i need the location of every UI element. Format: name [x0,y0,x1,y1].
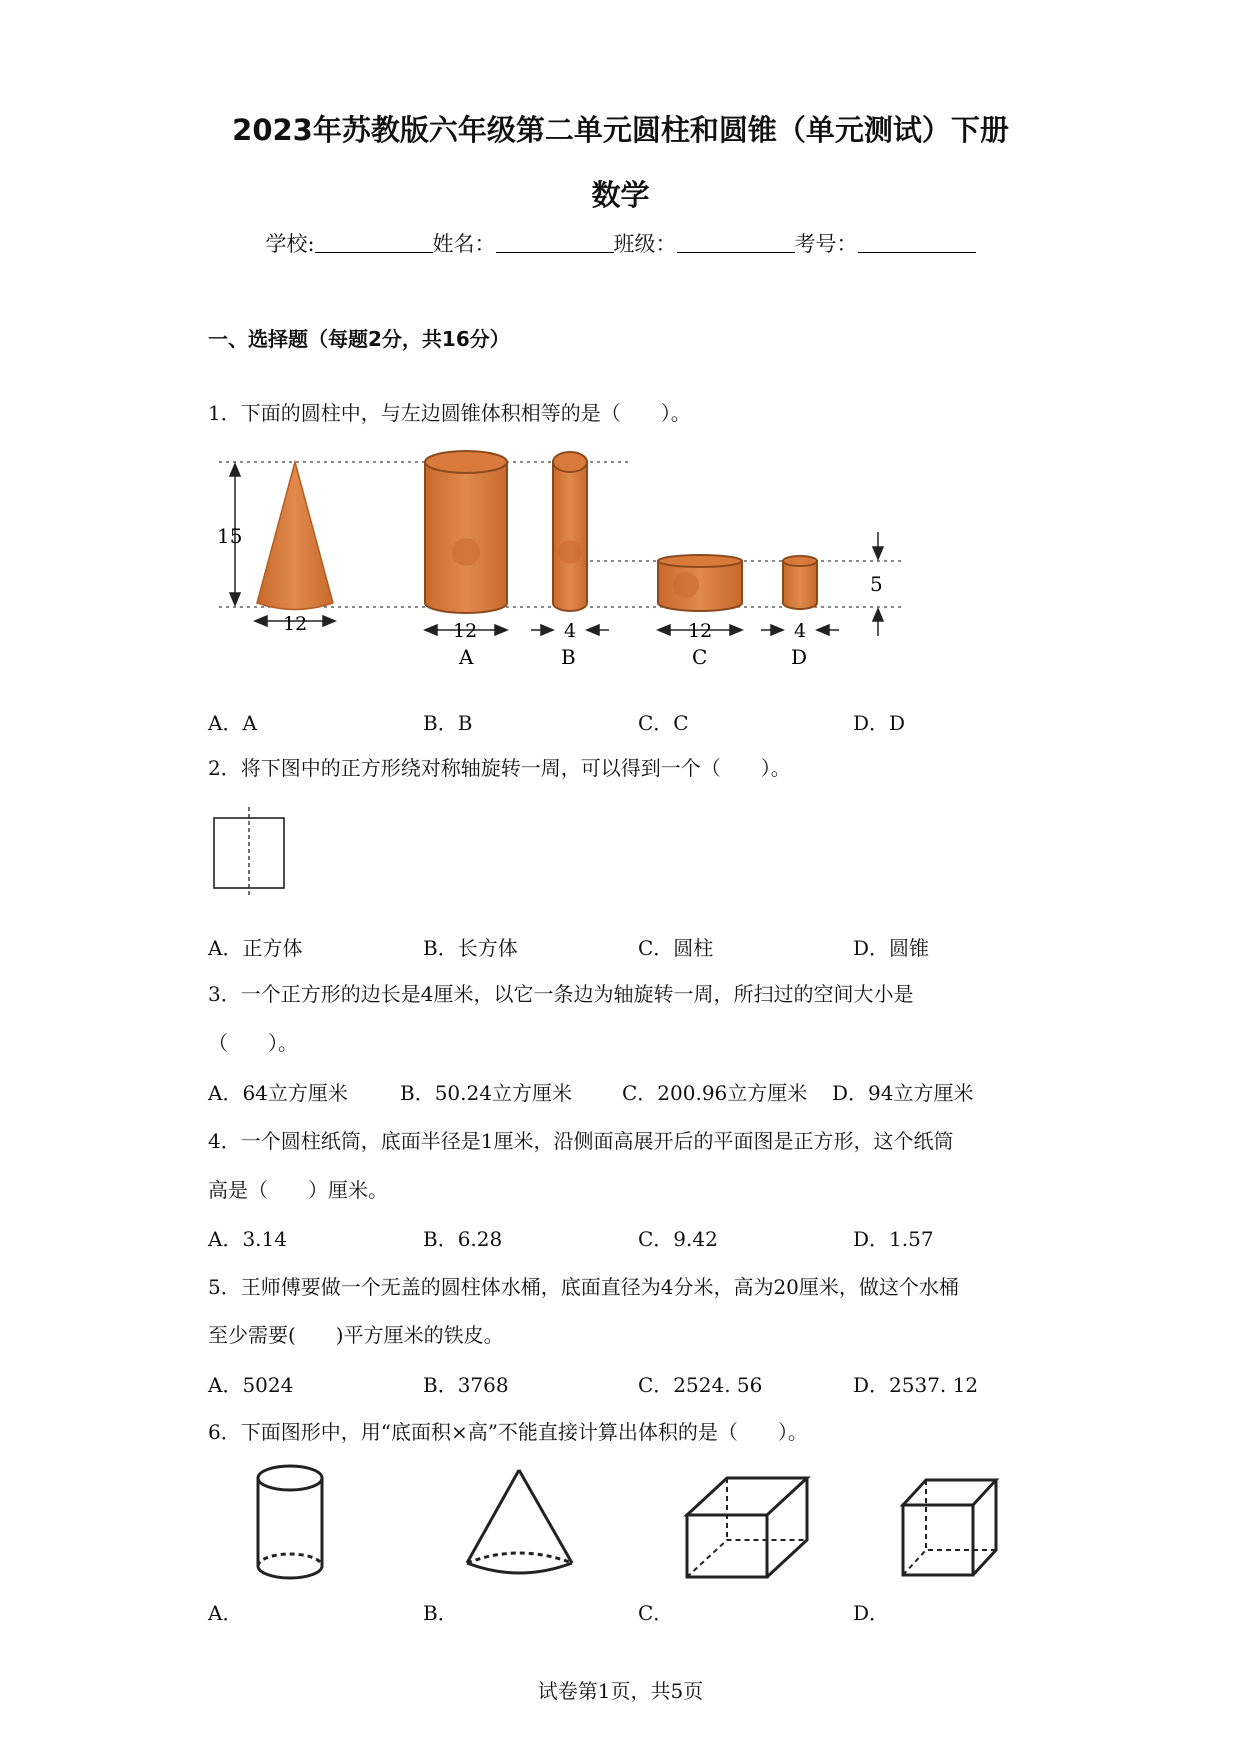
name-label: 姓名： [432,232,496,256]
exam-number-label: 考号： [794,232,858,256]
exam-number-blank[interactable] [858,232,976,253]
cylinder-d [783,556,817,609]
question-5-stem-line1: 5．王师傅要做一个无盖的圆柱体水桶，底面直径为4分米，高为20厘米，做这个水桶 [208,1275,959,1299]
page-title: 2023年苏教版六年级第二单元圆柱和圆锥（单元测试）下册 [232,113,1009,147]
q5-option-c[interactable]: C．2524. 56 [638,1373,763,1397]
q4-option-d[interactable]: D．1.57 [853,1227,934,1251]
cylinder-a-label: A [459,645,474,669]
cylinder-c-label: C [692,645,708,669]
section-heading: 一、选择题（每题2分，共16分） [208,327,510,351]
question-2-stem: 2．将下图中的正方形绕对称轴旋转一周，可以得到一个（ ）。 [208,756,791,780]
q6-cube-figure [898,1475,1003,1585]
q1-option-d[interactable]: D．D [853,711,906,735]
cone [257,462,333,610]
cone-height-label: 15 [217,524,243,548]
page-subtitle: 数学 [591,178,650,212]
class-label: 班级： [613,232,677,256]
q6-cylinder-figure [250,1460,330,1585]
q4-option-c[interactable]: C．9.42 [638,1227,718,1251]
question-1-stem: 1．下面的圆柱中，与左边圆锥体积相等的是（ ）。 [208,401,691,425]
question-5-stem-line2: 至少需要( )平方厘米的铁皮。 [208,1323,504,1347]
q4-option-b[interactable]: B．6.28 [423,1227,503,1251]
q6-option-d[interactable]: D． [853,1601,890,1625]
cylinder-a-base-label: 12 [453,620,478,642]
q2-option-c[interactable]: C．圆柱 [638,936,714,960]
cylinder-b-label: B [561,645,576,669]
q2-option-d[interactable]: D．圆锥 [853,936,930,960]
school-label: 学校: [265,232,315,256]
question-2-square-figure [210,805,290,900]
q1-option-c[interactable]: C．C [638,711,689,735]
cylinder-c [658,555,742,611]
q5-option-b[interactable]: B．3768 [423,1373,509,1397]
cylinder-b [553,452,587,611]
q1-option-a[interactable]: A．A [208,711,257,735]
q5-option-a[interactable]: A．5024 [208,1373,294,1397]
q6-cone-figure [462,1465,577,1585]
question-1-figure [205,440,925,680]
q5-option-d[interactable]: D．2537. 12 [853,1373,979,1397]
name-blank[interactable] [496,232,614,253]
q6-option-c[interactable]: C． [638,1601,674,1625]
page-footer: 试卷第1页，共5页 [537,1679,704,1703]
q6-cuboid-figure [682,1470,812,1585]
class-blank[interactable] [677,232,795,253]
small-height-label: 5 [870,572,883,596]
cylinder-a [425,451,507,613]
q3-option-c[interactable]: C．200.96立方厘米 [622,1081,808,1105]
question-4-stem-line2: 高是（ ）厘米。 [208,1178,388,1202]
question-3-stem-line2: （ ）。 [208,1031,298,1055]
cylinder-d-label: D [791,645,808,669]
cylinder-d-base-label: 4 [794,620,807,642]
q6-option-a[interactable]: A． [208,1601,243,1625]
cylinder-c-base-label: 12 [688,620,713,642]
q3-option-a[interactable]: A．64立方厘米 [208,1081,348,1105]
cylinder-b-base-label: 4 [564,620,577,642]
q1-option-b[interactable]: B．B [423,711,473,735]
school-blank[interactable] [315,232,433,253]
question-3-stem-line1: 3．一个正方形的边长是4厘米，以它一条边为轴旋转一周，所扫过的空间大小是 [208,982,914,1006]
question-6-stem: 6．下面图形中，用“底面积×高”不能直接计算出体积的是（ ）。 [208,1420,808,1444]
q3-option-d[interactable]: D．94立方厘米 [832,1081,974,1105]
question-4-stem-line1: 4．一个圆柱纸筒，底面半径是1厘米，沿侧面高展开后的平面图是正方形，这个纸筒 [208,1129,954,1153]
q2-option-a[interactable]: A．正方体 [208,936,303,960]
student-info-line [0,228,1241,258]
q3-option-b[interactable]: B．50.24立方厘米 [400,1081,572,1105]
q6-option-b[interactable]: B． [423,1601,458,1625]
q4-option-a[interactable]: A．3.14 [208,1227,287,1251]
cone-base-label: 12 [283,613,308,635]
q2-option-b[interactable]: B．长方体 [423,936,518,960]
